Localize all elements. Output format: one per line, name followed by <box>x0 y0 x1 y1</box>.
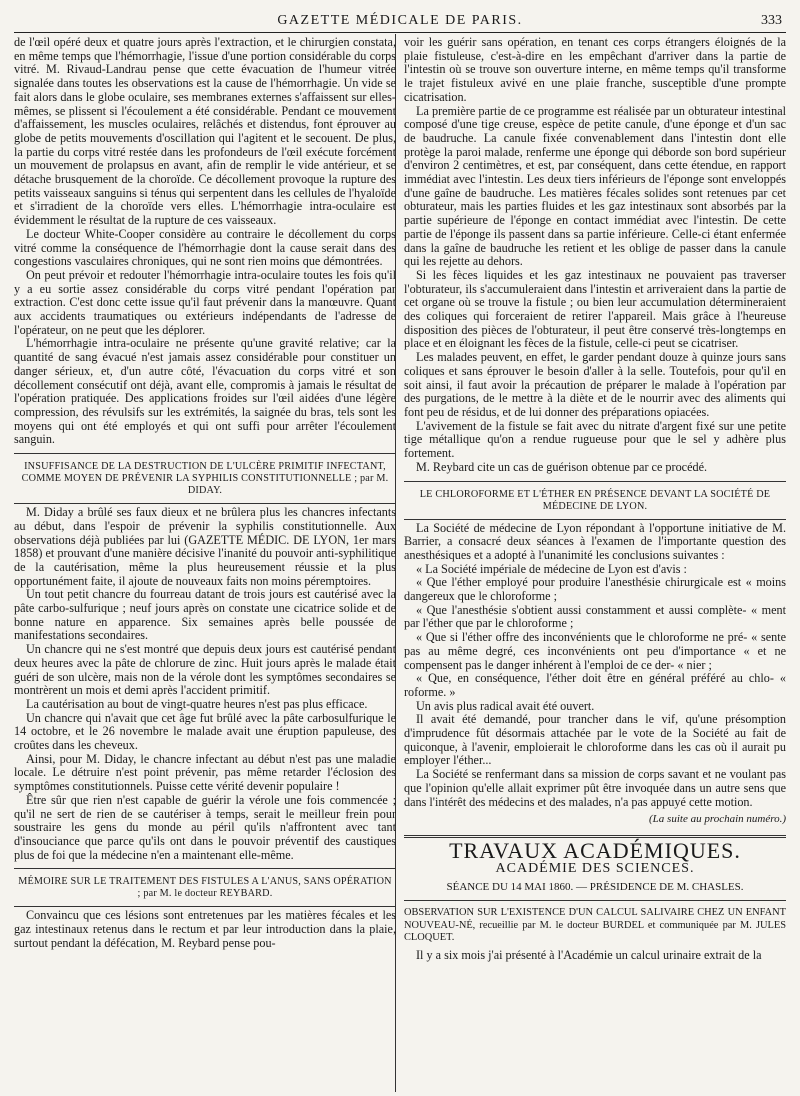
page-number: 333 <box>761 13 782 28</box>
paragraph: Si les fèces liquides et les gaz intestinaux ne pouvaient pas traverser l'obturateur, ils s'accumuleraient dans l'intestin et arriveraient dans la partie de cet organe où se trouve la fistule ; ou bien leur accumulation détermineraient des coliques qui forceraient de retirer l'appareil. Mais grâce à l'heureuse disposition des pièces de l'obturateur, il peut être conservé très-longtemps en place et en éloignant les fèces de la fistule, celle-ci peut se cicatriser. <box>404 267 786 351</box>
right-column <box>404 36 786 1090</box>
paragraph: Un chancre qui n'avait que cet âge fut brûlé avec la pâte carbosulfurique le 14 octobre, et le 26 novembre le malade avait une éruption papuleuse, des croûtes dans les cheveux. <box>14 710 396 753</box>
paragraph: La Société se renfermant dans sa mission de corps savant et ne voulant pas que l'opinion qu'elle allait exprimer pût être invoquée dans un autre sens que dans l'intérêt des médecins et des malades, n'a pas appuyé cette motion. <box>404 767 786 809</box>
left-column <box>14 36 396 1090</box>
paragraph: de l'œil opéré deux et quatre jours après l'extraction, et le chirurgien constata, en même temps que l'hémorrhagie, l'issue d'une portion considérable du corps vitré. M. Rivaud-Landrau pense que cette évacuation de l'humeur vitrée signalée dans toutes les observations est la cause de l'hémorrhagie. Un vide se fait alors dans le globe oculaire, ses membranes externes s'affaissent sur elles-mêmes, se plissent si l'écoulement a été considérable. Pendant ce mouvement d'affaissement, les muscles oculaires, relâchés et distendus, font éprouver au globe de petits mouvements d'oscillation qui l'agitent et le secouent. De plus, la partie du corps vitré restée dans les profondeurs de l'œil exécute forcément un mouvement de prolapsus en avant, afin de remplir le vide antérieur, et se détache brusquement de la choroïde. Ce décollement provoque la rupture des petits vaisseaux sanguins si ténus qui serpentent dans les cellules de l'hyaloïde et s'irradient de la choroïde vers elles. L'hémorrhagie intra-oculaire est évidemment le résultat de la rupture de ces vaisseaux. <box>14 36 396 228</box>
quote-line: « Que l'anesthésie s'obtient aussi constamment et aussi complète- « ment par l'éther que par le chloroforme ; <box>404 602 786 631</box>
paragraph: Être sûr que rien n'est capable de guérir la vérole une fois commencée ; qu'il ne sert de rien de se cautériser à temps, serait le meilleur frein pour soustraire les gens du monde au péril qu'ils n'affrontent avec tant d'insouciance que parce qu'ils ont dans le pouvoir préventif des caustiques plus de foi que la médecine n'en a maintenant elle-même. <box>14 792 396 862</box>
paragraph: Les malades peuvent, en effet, le garder pendant douze à quinze jours sans coliques et sans éprouver le besoin d'aller à la selle. Toutefois, pour qu'il en soit ainsi, il faut avoir la précaution de préparer le malade à l'opération par des purgations, de le mettre à la diète et de le nourrir avec des aliments qui font peu de résidus, et de lui donner des préparations opiacées. <box>404 350 786 419</box>
quote-line: « Que si l'éther offre des inconvénients que le chloroforme ne pré- « sente pas au même degré, ces inconvénients ont peu d'importance « et ne compensent pas le danger inhérent à l'emploi de ce der- « nier ; <box>404 630 786 672</box>
section-title-diday: INSUFFISANCE DE LA DESTRUCTION DE L'ULCÈRE PRIMITIF INFECTANT, COMME MOYEN DE PRÉVENIR LA SYPHILIS CONSTITUTIONNELLE ; par M. DIDAY. <box>21 461 389 497</box>
section-title-chloroforme: LE CHLOROFORME ET L'ÉTHER EN PRÉSENCE DEVANT LA SOCIÉTÉ DE MÉDECINE DE LYON. <box>419 488 771 512</box>
paragraph: Un chancre qui ne s'est montré que depuis deux jours est cautérisé pendant deux heures avec la pâte de chlorure de zinc. Huit jours après le malade était guéri de son ulcère, mais non de la vérole dont les symptômes secondaires se montrèrent un mois et demi après l'accident primitif. <box>14 642 396 698</box>
section-heading-travaux: TRAVAUX ACADÉMIQUES. <box>449 837 741 863</box>
paragraph: Il avait été demandé, pour trancher dans le vif, qu'une présomption d'imprudence fût désormais attachée par le vote de la Société au fait de quiconque, à l'avenir, emploierait le chloroforme dans les cas où il aurait pu employer l'éther... <box>404 712 786 768</box>
section-rule <box>14 503 396 504</box>
page-header <box>14 10 786 33</box>
section-rule <box>404 519 786 520</box>
paragraph: Ainsi, pour M. Diday, le chancre infectant au début n'est pas une maladie locale. Le détruire n'est point prévenir, pas même retarder l'éclosion des symptômes constitutionnels. Puisse cette vérité devenir populaire ! <box>14 751 396 794</box>
quote-line: « Que, en conséquence, l'éther doit être en général préféré au chlo- « roforme. » <box>404 671 786 699</box>
quote-line: « La Société impériale de médecine de Lyon est d'avis : <box>416 561 687 576</box>
section-rule <box>14 906 396 907</box>
quote-line: « Que l'éther employé pour produire l'anesthésie chirurgicale est « moins dangereux que le chloroforme ; <box>404 575 786 604</box>
section-rule <box>14 453 396 454</box>
section-title-reybard: MÉMOIRE SUR LE TRAITEMENT DES FISTULES A L'ANUS, SANS OPÉRATION ; par M. le docteur REYBARD. <box>18 876 392 900</box>
section-rule <box>14 868 396 869</box>
paragraph: Un tout petit chancre du fourreau datant de trois jours est cautérisé avec la pâte carbo-sulfurique ; neuf jours après on constate une cicatrice solide et de bonne nature en apparence. Six semaines après belle poussée de manifestations secondaires. <box>14 587 396 643</box>
section-rule <box>404 481 786 482</box>
paragraph: M. Diday a brûlé ses faux dieux et ne brûlera plus les chancres infectants au début, dans l'espoir de prévenir la syphilis constitutionnelle. Aux observations déjà publiées par lui (GAZETTE MÉDIC. DE LYON, 1er mars 1858) et prouvant d'une manière décisive l'inanité du pouvoir anti-syphilitique de la cautérisation, même la plus heureusement réussie et la plus opportunément faite, il ajoute de nouveaux faits non moins péremptoires. <box>14 505 396 588</box>
subheading-academie: ACADÉMIE DES SCIENCES. <box>495 860 695 876</box>
paragraph: La cautérisation au bout de vingt-quatre heures n'est pas plus efficace. <box>26 696 368 711</box>
paragraph: On peut prévoir et redouter l'hémorrhagie intra-oculaire toutes les fois qu'il y a eu sortie assez considérable du corps vitré pendant l'opération par extraction. C'est donc cette issue qu'il faut prévenir dans la manœuvre. Quant aux accidents traumatiques ou extérieurs indépendants de l'adresse de l'opérateur, on ne peut que les déplorer. <box>14 267 396 337</box>
paragraph: Convaincu que ces lésions sont entretenues par les matières fécales et les gaz intestinaux retenus dans le rectum et par leur introduction dans la plaie, surtout pendant la défécation, M. Reybard pense pou- <box>14 908 396 950</box>
paragraph: Il y a six mois j'ai présenté à l'Académie un calcul urinaire extrait de la <box>416 947 762 962</box>
paragraph: La Société de médecine de Lyon répondant à l'opportune initiative de M. Barrier, a consacré deux séances à l'examen de l'importante question des anesthésiques et a adopté à l'unanimité les conclusions suivantes : <box>404 520 786 562</box>
paragraph: L'hémorrhagie intra-oculaire ne présente qu'une gravité relative; car la quantité de sang évacué n'est jamais assez considérable pour constituer un danger sérieux, et, d'un autre côté, l'évacuation du corps vitré et son décollement consécutif ont déjà, avant elle, compromis à jamais le résultat de l'opération pratiquée. Des applications froides sur l'œil aidées d'une légère compression, des révulsifs sur les extrémités, la saignée du bras, tels sont les moyens qui ont été employés et qui ont suffi pour arrêter l'écoulement sanguin. <box>14 336 396 447</box>
seance-line: SÉANCE DU 14 MAI 1860. — PRÉSIDENCE DE M. CHASLES. <box>404 881 786 901</box>
paragraph: voir les guérir sans opération, en tenant ces corps étrangers éloignés de la plaie fistuleuse, c'est-à-dire en les empêchant d'arriver dans la partie de l'intestin où se trouve son ouverture interne, en même temps qu'il transforme le trajet fistuleux avivé en une plaie franche, susceptible d'une prompte cicatrisation. <box>404 36 786 104</box>
paragraph: Le docteur White-Cooper considère au contraire le décollement du corps vitré comme la conséquence de l'hémorrhagie dont la cause serait dans des congestions vasculaires chroniques, qui ne sont rien moins que démontrées. <box>14 226 396 269</box>
observation-title: OBSERVATION SUR L'EXISTENCE D'UN CALCUL SALIVAIRE CHEZ UN ENFANT NOUVEAU-NÉ, recueillie par M. le docteur BURDEL et communiquée par M. JULES CLOQUET. <box>404 907 786 944</box>
paragraph: L'avivement de la fistule se fait avec du nitrate d'argent fixé sur une petite tige métallique qu'on a rendue rugueuse pour que le sel y adhère plus fortement. <box>404 418 786 461</box>
paragraph: Un avis plus radical avait été ouvert. <box>416 698 595 713</box>
journal-title: GAZETTE MÉDICALE DE PARIS. <box>277 13 523 28</box>
paragraph: M. Reybard cite un cas de guérison obtenue par ce procédé. <box>416 459 708 474</box>
paragraph: La première partie de ce programme est réalisée par un obturateur intestinal composé d'une tige creuse, espèce de petite canule, d'une éponge et d'un sac de baudruche. La canule fixée convenablement dans l'intestin dont elle protège la paroi malade, renferme une éponge qui déborde son bord supérieur d'environ 2 centimètres, et est, par conséquent, dans cette étendue, en rapport immédiat avec l'intestin. Les deux tiers inférieurs de l'éponge sont enveloppés d'une gaîne de baudruche. Les matières fécales solides sont retenues par cet obturateur, mais les parties fluides et les gaz intestinaux sont absorbés par la partie supérieure de l'éponge en contact immédiat avec l'intestin. De cette partie de l'éponge ils passent dans sa partie inférieure. Celle-ci étant enfermée dans la gaîne de baudruche les retient et les oblige de passer dans la canule qui les rejette au dehors. <box>404 103 786 269</box>
continuation-note: (La suite au prochain numéro.) <box>649 813 786 826</box>
